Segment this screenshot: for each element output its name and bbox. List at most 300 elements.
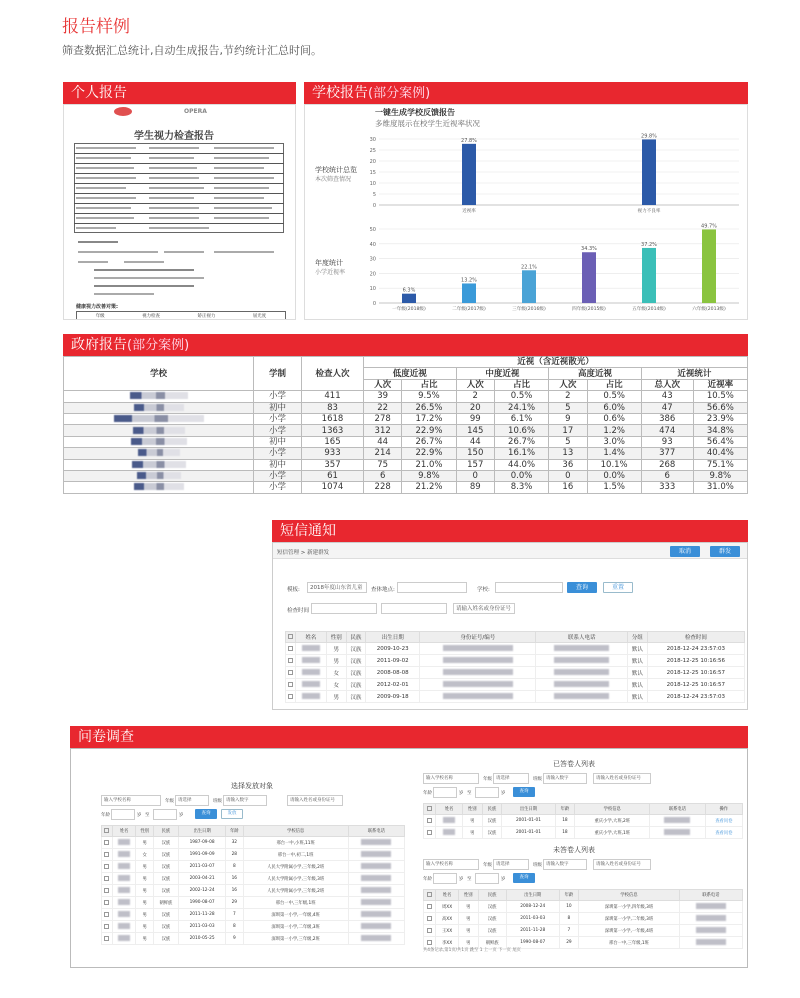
row-checkbox[interactable] xyxy=(102,861,113,873)
name-redacted xyxy=(295,655,326,667)
data-label: 34.3% xyxy=(581,246,597,253)
col: 联系电话 xyxy=(348,826,404,837)
cell: 女 xyxy=(136,849,153,861)
cell: 男 xyxy=(136,897,153,909)
cell: 小学 xyxy=(254,391,302,402)
cell: 男 xyxy=(136,861,153,873)
cell: 男 xyxy=(326,643,346,655)
cell: 56.6% xyxy=(693,402,747,413)
sub-col-0: 人次 xyxy=(364,379,402,390)
y-tick-label: 50 xyxy=(369,227,376,233)
id-redacted xyxy=(420,667,536,679)
personal-report-header: 个人报告 xyxy=(63,82,296,104)
cell: 2009-09-18 xyxy=(366,691,420,703)
row-checkbox[interactable] xyxy=(102,873,113,885)
table-row xyxy=(424,901,743,913)
cell: 2018-12-24 23:57:03 xyxy=(647,643,744,655)
phone-redacted xyxy=(536,655,628,667)
col: 年龄 xyxy=(226,826,243,837)
mass-send-button[interactable]: 群发 xyxy=(710,546,740,557)
unanswered-table-wrap xyxy=(423,889,743,949)
cell: 44.0% xyxy=(494,459,548,470)
cell: 汉族 xyxy=(346,643,366,655)
table-row xyxy=(64,470,748,481)
cell: 34.8% xyxy=(693,425,747,436)
cell: 36 xyxy=(549,459,587,470)
x-tick-label: 近视率 xyxy=(462,209,476,214)
doc-title: 学生视力检查报告 xyxy=(134,131,214,142)
answered-age-label: 年龄 xyxy=(423,791,432,796)
select-all-checkbox[interactable] xyxy=(102,826,113,837)
name-id-input[interactable]: 请输入姓名或身份证号 xyxy=(453,603,515,614)
redacted-block xyxy=(134,404,184,411)
cell: 小学 xyxy=(254,470,302,481)
table-row xyxy=(64,436,748,447)
cell: 汉族 xyxy=(153,849,178,861)
cell: 6.0% xyxy=(587,402,641,413)
place-input[interactable] xyxy=(397,582,467,593)
class-input[interactable]: 请输入数字 xyxy=(223,795,267,806)
answered-query-button[interactable]: 查询 xyxy=(513,787,535,797)
cell: 汉族 xyxy=(346,679,366,691)
row-checkbox[interactable] xyxy=(102,885,113,897)
template-label: 模板: xyxy=(287,587,300,593)
unans-age-unit-2: 岁 xyxy=(501,877,506,882)
data-label: 29.8% xyxy=(641,133,657,140)
cell: 2011-11-28 xyxy=(179,909,226,921)
cell: 0 xyxy=(549,470,587,481)
cell: 2002-12-24 xyxy=(179,885,226,897)
doc-footer-table: 年级 视力检查 矫正视力 屈光度 xyxy=(76,311,286,320)
name-redacted xyxy=(436,827,463,839)
cell: 1991-09-09 xyxy=(179,849,226,861)
phone-redacted xyxy=(679,937,742,949)
table-row xyxy=(286,691,745,703)
answered-age-unit-1: 岁 xyxy=(459,791,464,796)
cell: 汉族 xyxy=(153,873,178,885)
cancel-button[interactable]: 取消 xyxy=(670,546,700,557)
name-redacted xyxy=(112,933,136,945)
age-label: 年龄 xyxy=(101,813,110,818)
cell: 2018-12-24 23:57:03 xyxy=(647,691,744,703)
answered-to: 至 xyxy=(467,791,472,796)
cell: 男 xyxy=(136,909,153,921)
cell: 16 xyxy=(226,873,243,885)
cell: 男 xyxy=(462,827,482,839)
cell: 2018-12-25 10:16:57 xyxy=(647,679,744,691)
row-checkbox[interactable] xyxy=(286,679,296,691)
cell: 0.6% xyxy=(587,413,641,424)
cell: 18 xyxy=(555,815,575,827)
unans-school-input[interactable]: 输入学校名称 xyxy=(423,859,479,870)
cell: 43 xyxy=(641,391,693,402)
unans-class-input[interactable]: 请输入数字 xyxy=(543,859,587,870)
age-max-input[interactable] xyxy=(153,809,177,820)
school-name-redacted xyxy=(64,470,254,481)
unans-grade-select[interactable]: 请选择 xyxy=(493,859,529,870)
cell: 386 xyxy=(641,413,693,424)
cell: 22 xyxy=(364,402,402,413)
row-checkbox[interactable] xyxy=(102,897,113,909)
bar xyxy=(642,139,656,205)
pagination[interactable]: 共4条记录,第1页/共1页 跳至 1 上一页 下一页 尾页 xyxy=(423,948,521,953)
cell: 228 xyxy=(364,482,402,493)
cell: 39 xyxy=(364,391,402,402)
phone-redacted xyxy=(348,849,404,861)
doc-logo-text: OPERA xyxy=(184,108,207,115)
answered-age-min[interactable] xyxy=(433,787,457,798)
answered-id-input[interactable]: 请输入姓名或身份证号 xyxy=(593,773,651,784)
cell: 深圳第一小学,二年级,3班 xyxy=(243,921,348,933)
data-label: 22.1% xyxy=(521,264,537,271)
unanswered-title: 未答卷人列表 xyxy=(553,846,595,854)
cell: 2010-05-25 xyxy=(179,933,226,945)
col: 姓名 xyxy=(436,890,459,901)
redacted-block xyxy=(133,427,185,434)
row-checkbox[interactable] xyxy=(102,933,113,945)
cell: 男 xyxy=(136,873,153,885)
bar xyxy=(402,294,416,303)
bar xyxy=(522,270,536,303)
cell: 默认 xyxy=(628,643,648,655)
cell: 9.8% xyxy=(693,470,747,481)
cell: 10.6% xyxy=(494,425,548,436)
sub-col-6: 总人次 xyxy=(641,379,693,390)
cell: 1363 xyxy=(302,425,364,436)
cell: 深圳第一小学,三年级,2班 xyxy=(243,933,348,945)
overview-sublabel: 本次筛查情况 xyxy=(315,176,352,183)
date-end-input[interactable] xyxy=(381,603,447,614)
phone-redacted xyxy=(348,909,404,921)
cell: 157 xyxy=(456,459,494,470)
sub-col-5: 占比 xyxy=(587,379,641,390)
x-tick-label: 视力不良率 xyxy=(637,209,661,214)
cell: 汉族 xyxy=(346,667,366,679)
cell: 周XX xyxy=(436,901,459,913)
cell: 22.9% xyxy=(402,448,456,459)
table-row xyxy=(102,909,405,921)
unanswered-table xyxy=(423,889,743,949)
redacted-block xyxy=(114,415,204,422)
cell: 0.0% xyxy=(494,470,548,481)
cell: 16 xyxy=(549,482,587,493)
cell: 1990-08-07 xyxy=(179,897,226,909)
row-checkbox[interactable] xyxy=(424,901,436,913)
cell: 32 xyxy=(226,837,243,849)
y-tick-label: 20 xyxy=(369,271,376,278)
cell: 人民大学附属小学,三年级,3班 xyxy=(243,873,348,885)
cell: 高XX xyxy=(436,913,459,925)
cell: 21.2% xyxy=(402,482,456,493)
sms-col: 联系人电话 xyxy=(536,632,628,643)
cell: 默认 xyxy=(628,691,648,703)
school-name-redacted xyxy=(64,402,254,413)
data-label: 6.3% xyxy=(402,287,416,294)
name-redacted xyxy=(295,691,326,703)
row-checkbox[interactable] xyxy=(424,827,436,839)
table-row xyxy=(102,921,405,933)
age-unit-1: 岁 xyxy=(137,813,142,818)
cell: 333 xyxy=(641,482,693,493)
row-checkbox[interactable] xyxy=(102,909,113,921)
table-row xyxy=(286,679,745,691)
cell: 99 xyxy=(456,413,494,424)
col: 姓名 xyxy=(436,804,463,815)
cell: 1.5% xyxy=(587,482,641,493)
table-row xyxy=(102,873,405,885)
table-row xyxy=(64,482,748,493)
table-row xyxy=(64,448,748,459)
redacted-block xyxy=(138,449,180,456)
cell: 朝鲜族 xyxy=(478,937,506,949)
cell: 26.5% xyxy=(402,402,456,413)
survey-school-input[interactable]: 输入学校名称 xyxy=(101,795,161,806)
y-tick-label: 30 xyxy=(369,256,376,263)
col: 学校信息 xyxy=(579,890,680,901)
school-name-redacted xyxy=(64,448,254,459)
gov-report-header: 政府报告(部分案例) xyxy=(63,334,748,356)
answered-school-input[interactable]: 输入学校名称 xyxy=(423,773,479,784)
cell: 男 xyxy=(458,925,478,937)
redacted-block xyxy=(137,472,181,479)
answered-age-max[interactable] xyxy=(475,787,499,798)
x-tick-label: 六年级(2013级) xyxy=(692,307,726,312)
cell: 16 xyxy=(226,885,243,897)
cell: 47 xyxy=(641,402,693,413)
cell: 9.5% xyxy=(402,391,456,402)
cell: 8 xyxy=(559,913,579,925)
row-checkbox[interactable] xyxy=(286,667,296,679)
row-checkbox[interactable] xyxy=(286,643,296,655)
row-checkbox[interactable] xyxy=(102,849,113,861)
cell: 汉族 xyxy=(153,861,178,873)
select-all-checkbox[interactable] xyxy=(424,804,436,815)
col-high: 高度近视 xyxy=(549,368,642,379)
data-label: 13.2% xyxy=(461,277,477,284)
sub-col-4: 人次 xyxy=(549,379,587,390)
row-checkbox[interactable] xyxy=(424,815,436,827)
cell: 汉族 xyxy=(153,909,178,921)
answered-grade-label: 年级 xyxy=(483,777,492,782)
cell: 17 xyxy=(549,425,587,436)
unans-query-button[interactable]: 查询 xyxy=(513,873,535,883)
cell: 31.0% xyxy=(693,482,747,493)
phone-redacted xyxy=(650,815,705,827)
school-input[interactable] xyxy=(495,582,563,593)
name-redacted xyxy=(112,861,136,873)
doc-footer-label: 健康视力改善对策: xyxy=(76,304,119,310)
school-report-title: 一键生成学校反馈报告 xyxy=(375,108,455,117)
unans-age-min[interactable] xyxy=(433,873,457,884)
date-start-input[interactable] xyxy=(311,603,377,614)
cell: 2001-01-01 xyxy=(502,815,555,827)
bar xyxy=(462,144,476,205)
cell: 377 xyxy=(641,448,693,459)
data-label: 27.8% xyxy=(461,137,477,144)
col: 出生日期 xyxy=(502,804,555,815)
col-checks: 检查人次 xyxy=(302,357,364,391)
annual-bar-chart xyxy=(365,223,745,315)
name-redacted xyxy=(112,921,136,933)
table-row xyxy=(64,413,748,424)
table-row xyxy=(64,459,748,470)
unans-to: 至 xyxy=(467,877,472,882)
table-row xyxy=(102,897,405,909)
redacted-block xyxy=(131,438,187,445)
cell: 29 xyxy=(226,897,243,909)
cell: 重庆小学,大班,2班 xyxy=(575,815,650,827)
cell: 268 xyxy=(641,459,693,470)
cell: 10.1% xyxy=(587,459,641,470)
cell: 男 xyxy=(458,901,478,913)
unans-age-unit-1: 岁 xyxy=(459,877,464,882)
col-school: 学校 xyxy=(64,357,254,391)
select-all-checkbox[interactable] xyxy=(424,890,436,901)
row-checkbox[interactable] xyxy=(286,691,296,703)
sms-header: 短信通知 xyxy=(272,520,748,542)
unans-grade-label: 年级 xyxy=(483,863,492,868)
redacted-block xyxy=(130,392,188,399)
view-survey-link[interactable]: 查看问卷 xyxy=(705,815,742,827)
cell: 2018-12-25 10:16:57 xyxy=(647,667,744,679)
y-tick-label: 0 xyxy=(372,301,376,307)
place-label: 查体地点: xyxy=(371,587,395,593)
answered-class-input[interactable]: 请输入数字 xyxy=(543,773,587,784)
name-redacted xyxy=(436,815,463,827)
col: 性别 xyxy=(462,804,482,815)
annual-sublabel: 小学近视率 xyxy=(315,269,346,276)
cell: 75 xyxy=(364,459,402,470)
col-mid: 中度近视 xyxy=(456,368,549,379)
cell: 朝鲜族 xyxy=(153,897,178,909)
cell: 29 xyxy=(559,937,579,949)
cell: 44 xyxy=(456,436,494,447)
survey-id-input[interactable]: 请输入姓名或身份证号 xyxy=(287,795,343,806)
cell: 83 xyxy=(302,402,364,413)
answered-grade-select[interactable]: 请选择 xyxy=(493,773,529,784)
cell: 3.0% xyxy=(587,436,641,447)
cell: 93 xyxy=(641,436,693,447)
select-all-checkbox[interactable] xyxy=(286,632,296,643)
phone-redacted xyxy=(650,827,705,839)
grade-select[interactable]: 请选择 xyxy=(175,795,209,806)
col: 联系电话 xyxy=(650,804,705,815)
col-low: 低度近视 xyxy=(364,368,457,379)
cell: 2 xyxy=(549,391,587,402)
phone-redacted xyxy=(536,691,628,703)
y-tick-label: 5 xyxy=(372,192,376,198)
cell: 1074 xyxy=(302,482,364,493)
cell: 女 xyxy=(326,679,346,691)
to-label: 至 xyxy=(145,813,150,818)
cell: 8.3% xyxy=(494,482,548,493)
row-checkbox[interactable] xyxy=(102,921,113,933)
reset-button[interactable]: 重置 xyxy=(603,582,633,593)
sms-recipient-table-wrap xyxy=(285,631,745,703)
cell: 汉族 xyxy=(153,933,178,945)
unans-age-max[interactable] xyxy=(475,873,499,884)
col: 民族 xyxy=(153,826,178,837)
cell: 男 xyxy=(136,933,153,945)
y-tick-label: 20 xyxy=(369,159,376,165)
cell: 男 xyxy=(326,691,346,703)
page-subtitle: 筛查数据汇总统计,自动生成报告,节约统计汇总时间。 xyxy=(62,44,322,57)
check-time-label: 检查时间 xyxy=(287,608,310,614)
col-system: 学制 xyxy=(254,357,302,391)
query-button[interactable]: 查询 xyxy=(567,582,597,593)
name-redacted xyxy=(112,909,136,921)
survey-send-button[interactable]: 发放 xyxy=(221,809,243,819)
cell: 10 xyxy=(559,901,579,913)
school-report-subtitle: 多维度展示在校学生近视率状况 xyxy=(375,119,480,128)
sms-col: 身份证号/编号 xyxy=(420,632,536,643)
cell: 小学 xyxy=(254,482,302,493)
col: 年龄 xyxy=(555,804,575,815)
phone-redacted xyxy=(536,667,628,679)
age-min-input[interactable] xyxy=(111,809,135,820)
cell: 2011-03-03 xyxy=(179,921,226,933)
redacted-block xyxy=(134,483,184,490)
unans-class-label: 班级 xyxy=(533,863,542,868)
cell: 汉族 xyxy=(478,901,506,913)
cell: 2009-10-23 xyxy=(366,643,420,655)
sms-col: 检查时间 xyxy=(647,632,744,643)
cell: 20 xyxy=(456,402,494,413)
survey-query-button[interactable]: 查询 xyxy=(195,809,217,819)
unans-id-input[interactable]: 请输入姓名或身份证号 xyxy=(593,859,651,870)
cell: 145 xyxy=(456,425,494,436)
cell: 人民大学附属小学,三年级,2班 xyxy=(243,861,348,873)
name-redacted xyxy=(112,849,136,861)
cell: 1987-09-08 xyxy=(179,837,226,849)
bar xyxy=(642,248,656,303)
y-tick-label: 10 xyxy=(369,286,376,293)
cell: 0 xyxy=(456,470,494,481)
sub-col-1: 占比 xyxy=(402,379,456,390)
row-checkbox[interactable] xyxy=(424,925,436,937)
cell: 0.0% xyxy=(587,470,641,481)
row-checkbox[interactable] xyxy=(424,913,436,925)
school-report-header: 学校报告(部分案例) xyxy=(304,82,748,104)
sms-col: 姓名 xyxy=(295,632,326,643)
school-label: 学校: xyxy=(477,587,490,593)
grade-label: 年级 xyxy=(165,799,174,804)
col: 民族 xyxy=(478,890,506,901)
cell: 214 xyxy=(364,448,402,459)
logo-icon xyxy=(114,107,132,116)
y-tick-label: 30 xyxy=(369,137,376,143)
row-checkbox[interactable] xyxy=(286,655,296,667)
view-survey-link[interactable]: 查看问卷 xyxy=(705,827,742,839)
template-select[interactable]: 2018年度山东省儿童 xyxy=(307,582,367,593)
redacted-block xyxy=(132,461,186,468)
table-row xyxy=(286,667,745,679)
bar xyxy=(462,283,476,303)
col: 操作 xyxy=(705,804,742,815)
cell: 男 xyxy=(462,815,482,827)
phone-redacted xyxy=(679,913,742,925)
cell: 汉族 xyxy=(346,691,366,703)
row-checkbox[interactable] xyxy=(102,837,113,849)
table-row xyxy=(102,861,405,873)
cell: 1.2% xyxy=(587,425,641,436)
cell: 2018-12-25 10:16:56 xyxy=(647,655,744,667)
bar xyxy=(582,252,596,303)
col-myopia: 近视（含近视散光） xyxy=(364,357,748,368)
cell: 56.4% xyxy=(693,436,747,447)
table-row xyxy=(424,815,743,827)
col: 性别 xyxy=(458,890,478,901)
